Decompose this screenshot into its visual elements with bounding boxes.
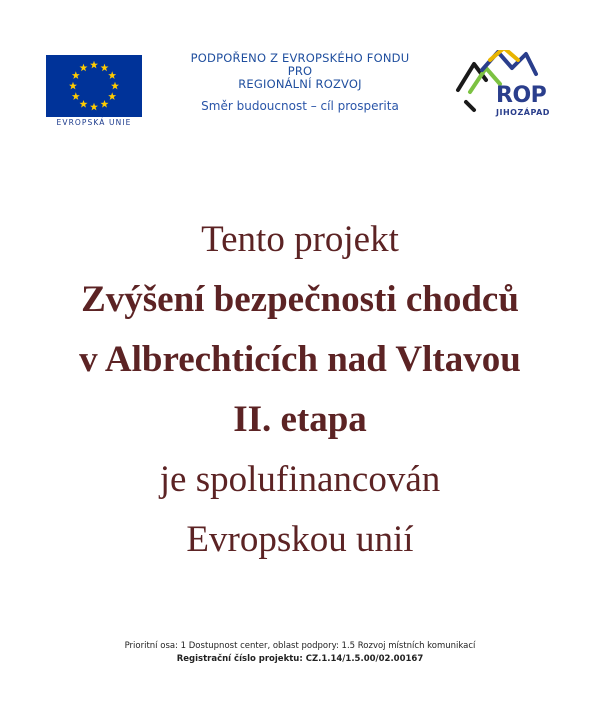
rop-logo [452,50,562,125]
rop-word: ROP [496,83,547,108]
priority-axis-text: Prioritní osa: 1 Dostupnost center, oblast podpory: 1.5 Rozvoj místních komunikací [124,641,476,651]
project-title-line-1: Zvýšení bezpečnosti chodců [81,279,519,320]
fund-text [150,52,450,113]
registration-number: Registrační číslo projektu: CZ.1.14/1.5.00/02.00167 [176,654,424,664]
eu-line: Evropskou unií [186,519,414,560]
main-message [0,210,600,570]
eu-caption: EVROPSKÁ UNIE [56,118,132,127]
fund-line-2: PRO [287,64,313,78]
fund-line-1: PODPOŘENO Z EVROPSKÉHO FONDU [190,51,410,65]
fund-line-3: REGIONÁLNÍ ROZVOJ [238,77,362,91]
footer [0,640,600,666]
project-title-line-2: v Albrechticích nad Vltavou [79,339,521,380]
eu-logo [46,55,142,129]
project-stage: II. etapa [233,399,367,440]
main-line-intro: Tento projekt [201,219,399,260]
rop-subtitle: JIHOZÁPAD [496,108,550,117]
cofinanced-line: je spolufinancován [159,459,441,500]
motto: Směr budoucnost – cíl prosperita [201,99,399,113]
header [0,0,600,140]
eu-flag-icon [46,55,142,117]
